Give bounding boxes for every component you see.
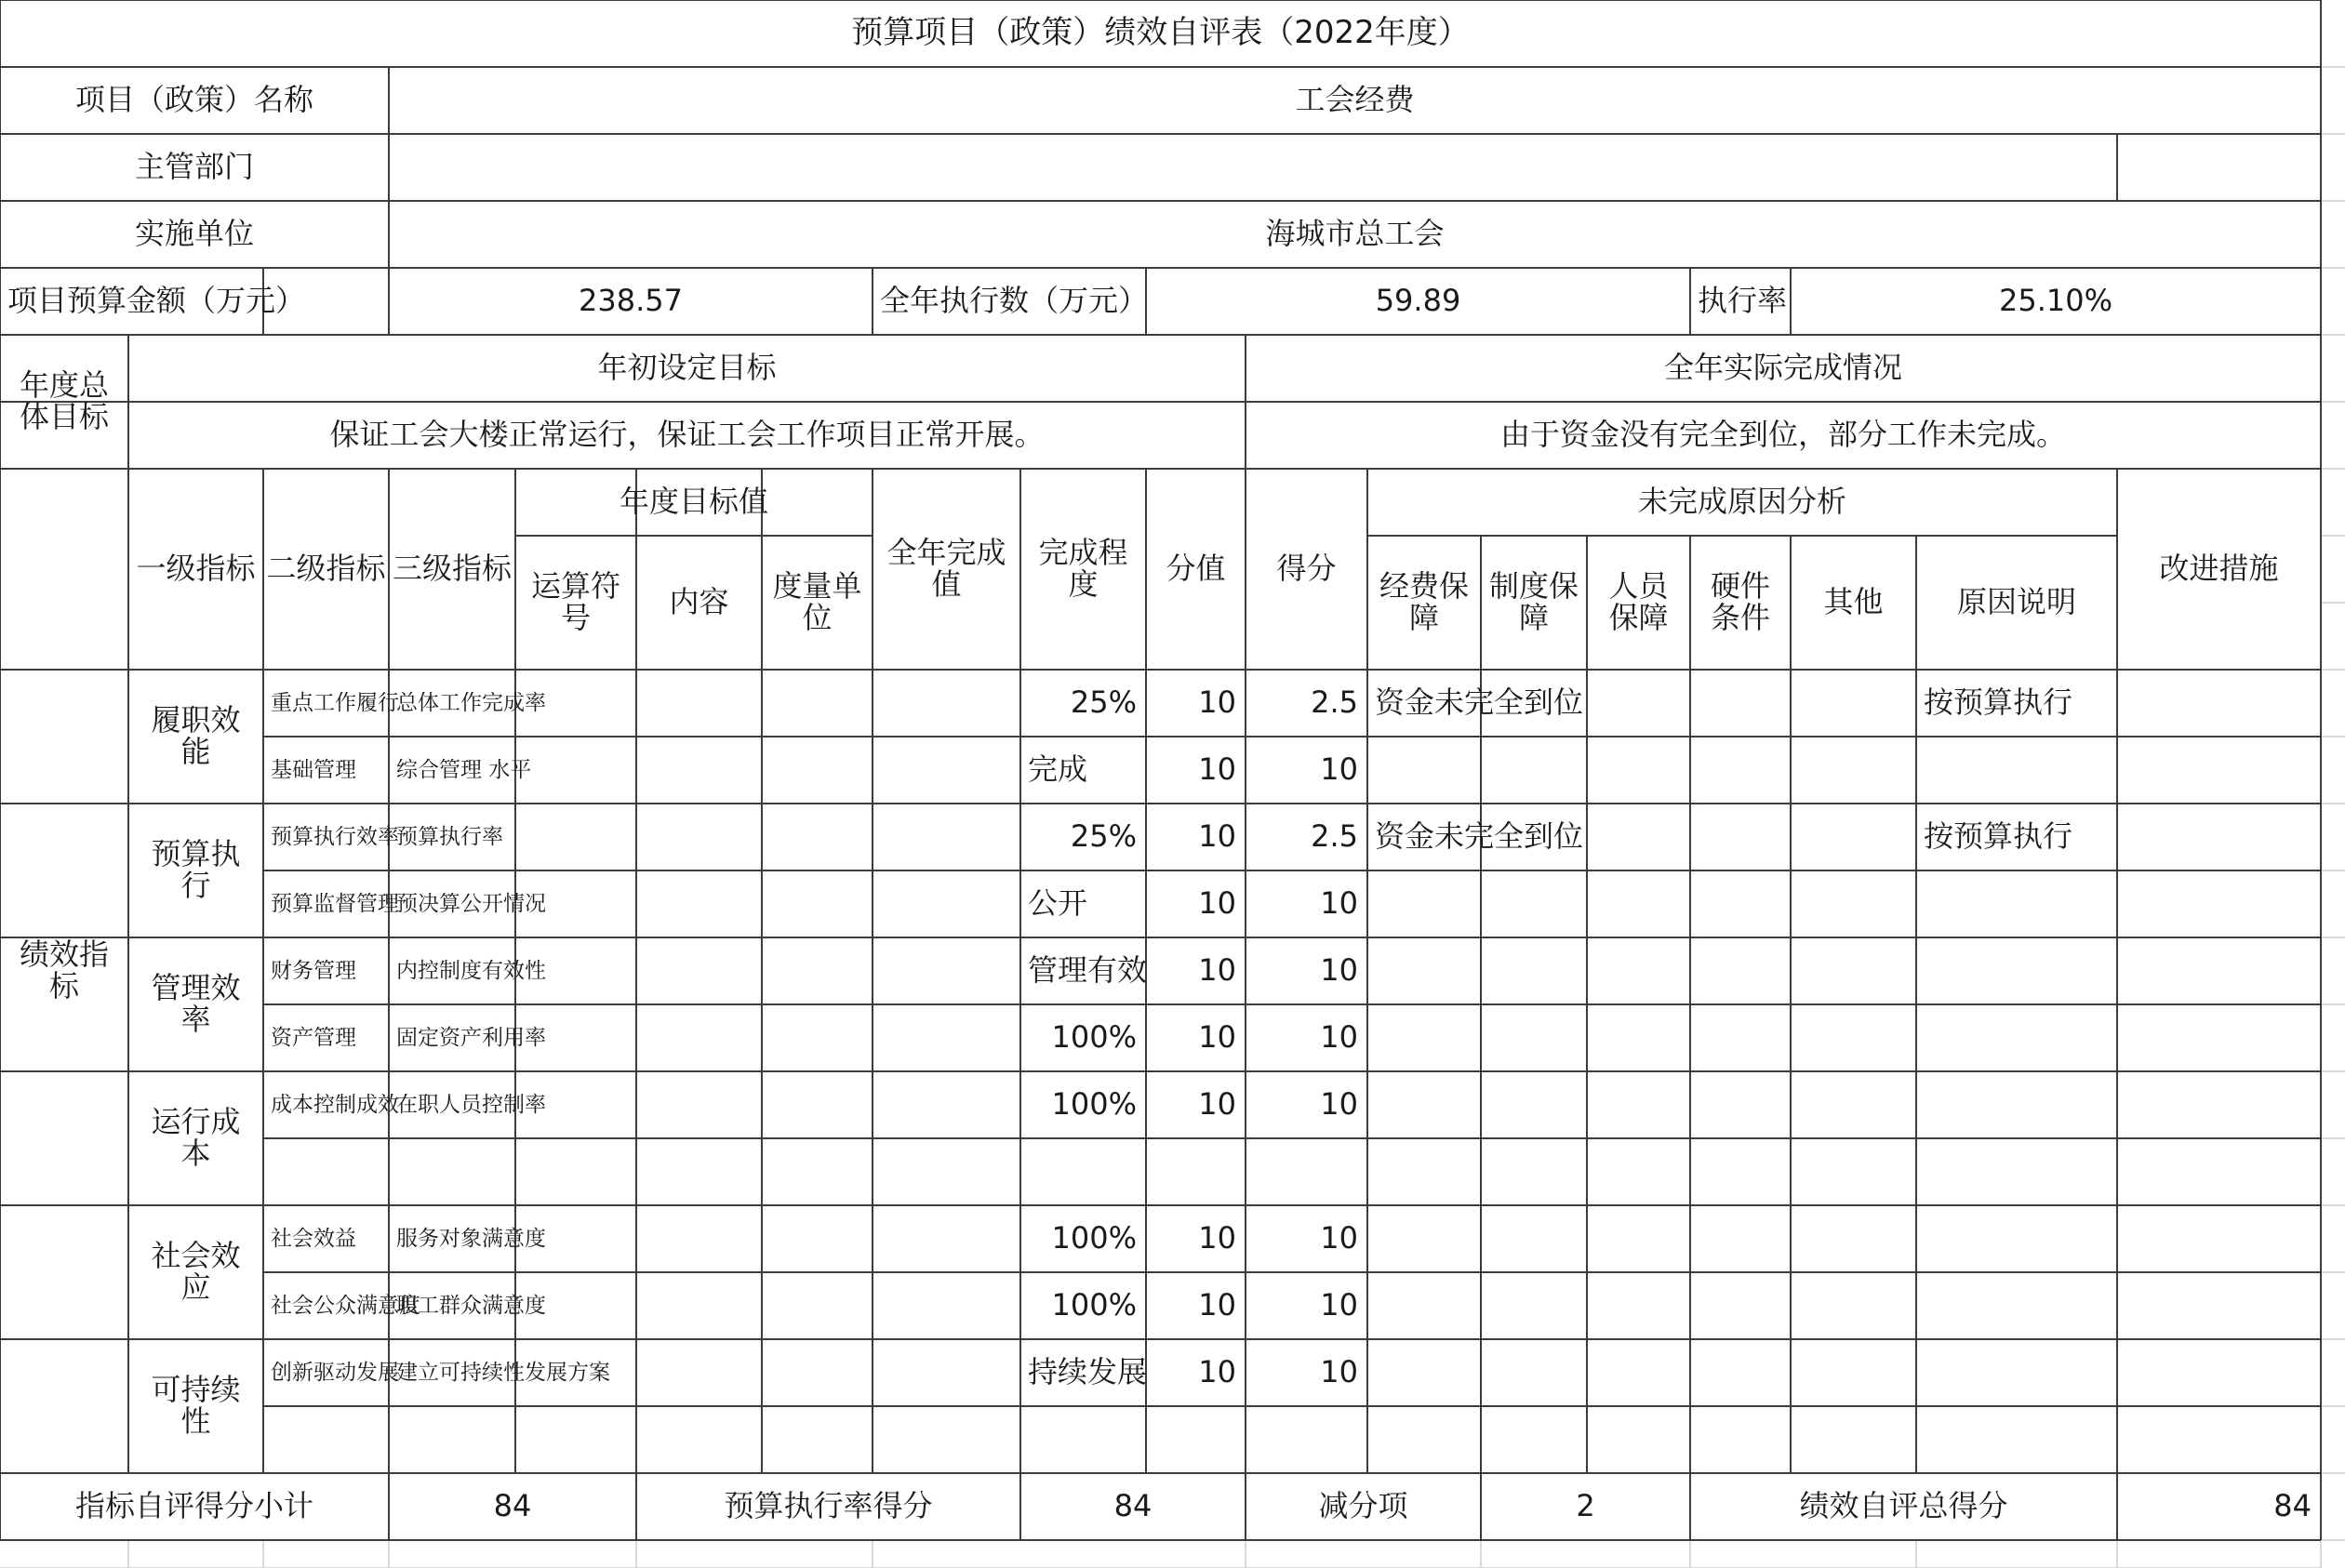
reason-note: 按预算执行 bbox=[1924, 684, 2073, 721]
funding-reason: 资金未完全到位 bbox=[1375, 818, 1584, 855]
completion-degree: 100% bbox=[1051, 1019, 1137, 1056]
header-level1-indicator: 一级指标 bbox=[136, 551, 256, 587]
funding-reason bbox=[1367, 1272, 1600, 1339]
header-level2-indicator: 二级指标 bbox=[266, 551, 386, 587]
level1-group bbox=[128, 937, 263, 1071]
header-score-value: 分值 bbox=[1166, 551, 1226, 587]
level1-group bbox=[128, 670, 263, 804]
implementing-unit-value: 海城市总工会 bbox=[1265, 216, 1445, 252]
level3-indicator bbox=[389, 1138, 651, 1205]
header-other: 其他 bbox=[1823, 584, 1884, 620]
score-value: 10 bbox=[1198, 952, 1236, 989]
score-value bbox=[1146, 1406, 1246, 1473]
score-value: 10 bbox=[1198, 684, 1236, 721]
header-annual-target: 年度目标值 bbox=[619, 484, 768, 520]
level3-indicator: 预算执行率 bbox=[396, 824, 503, 849]
level3-indicator: 总体工作完成率 bbox=[396, 690, 546, 715]
reason-note bbox=[1916, 1406, 2117, 1473]
header-personnel-text: 人员保障 bbox=[1608, 568, 1669, 635]
deduction-label: 减分项 bbox=[1318, 1488, 1408, 1524]
level2-indicator: 社会公众满意度 bbox=[271, 1293, 420, 1318]
header-completed-value-text: 全年完成值 bbox=[886, 535, 1006, 602]
reason-note bbox=[1916, 1205, 2117, 1272]
score-value: 10 bbox=[1198, 818, 1236, 855]
completion-degree: 100% bbox=[1051, 1086, 1137, 1123]
completion-degree: 25% bbox=[1070, 684, 1137, 721]
level1-group bbox=[128, 1071, 263, 1205]
level1-group-text: 可持续性 bbox=[151, 1372, 241, 1439]
completion-degree: 管理有效 bbox=[1028, 952, 1148, 989]
reason-note: 按预算执行 bbox=[1924, 818, 2073, 855]
level3-indicator bbox=[389, 1406, 651, 1473]
level2-indicator bbox=[263, 1138, 389, 1205]
header-content: 内容 bbox=[669, 584, 729, 620]
annual-goal-label bbox=[0, 335, 128, 469]
budget-rate-score-value: 84 bbox=[1113, 1488, 1153, 1524]
initial-target-text: 保证工会大楼正常运行，保证工会工作项目正常开展。 bbox=[329, 417, 1045, 453]
header-funding-text: 经费保障 bbox=[1379, 568, 1469, 635]
page-title: 预算项目（政策）绩效自评表（2022年度） bbox=[851, 14, 1470, 52]
completion-degree: 持续发展 bbox=[1028, 1354, 1148, 1390]
reason-note bbox=[1916, 1138, 2117, 1205]
score bbox=[1246, 1406, 1367, 1473]
header-system-text: 制度保障 bbox=[1488, 568, 1579, 635]
score: 10 bbox=[1320, 1019, 1358, 1056]
level3-indicator: 建立可持续性发展方案 bbox=[396, 1360, 610, 1385]
project-name-value: 工会经费 bbox=[1295, 82, 1415, 118]
completion-degree: 公开 bbox=[1028, 885, 1088, 922]
header-score: 得分 bbox=[1276, 551, 1337, 587]
reason-note bbox=[1916, 1004, 2117, 1071]
score: 10 bbox=[1320, 952, 1358, 989]
budget-amount-value: 238.57 bbox=[579, 283, 683, 319]
level3-indicator: 综合管理 水平 bbox=[396, 757, 532, 782]
level1-group-text: 社会效应 bbox=[151, 1238, 241, 1305]
level2-indicator: 重点工作履行 bbox=[271, 690, 399, 715]
total-score-label: 绩效自评总得分 bbox=[1799, 1488, 2008, 1524]
level2-indicator: 基础管理 bbox=[271, 757, 356, 782]
header-reason-note: 原因说明 bbox=[1956, 584, 2076, 620]
score-value: 10 bbox=[1198, 885, 1236, 922]
execution-amount-value: 59.89 bbox=[1375, 283, 1461, 319]
level2-indicator: 创新驱动发展 bbox=[271, 1360, 399, 1385]
funding-reason bbox=[1367, 1004, 1600, 1071]
header-personnel bbox=[1587, 536, 1690, 670]
reason-note bbox=[1916, 1339, 2117, 1406]
subtotal-label: 指标自评得分小计 bbox=[74, 1488, 313, 1524]
performance-indicators-label-text: 绩效指标 bbox=[19, 937, 109, 1003]
budget-rate-score-label: 预算执行率得分 bbox=[724, 1488, 933, 1524]
header-reason-analysis: 未完成原因分析 bbox=[1637, 484, 1846, 520]
execution-amount-label: 全年执行数（万元） bbox=[880, 283, 1149, 319]
performance-indicators-label bbox=[0, 469, 128, 1473]
funding-reason bbox=[1367, 1406, 1600, 1473]
reason-note bbox=[1916, 737, 2117, 804]
level1-group-text: 管理效率 bbox=[151, 970, 241, 1037]
project-name-label: 项目（政策）名称 bbox=[74, 82, 313, 118]
level1-group bbox=[128, 804, 263, 937]
header-level3-indicator: 三级指标 bbox=[392, 551, 512, 587]
score: 2.5 bbox=[1311, 684, 1358, 721]
score: 10 bbox=[1320, 1086, 1358, 1123]
level1-group bbox=[128, 1339, 263, 1473]
funding-reason bbox=[1367, 737, 1600, 804]
header-operator bbox=[515, 536, 636, 670]
level3-indicator: 预决算公开情况 bbox=[396, 891, 546, 916]
level2-indicator: 社会效益 bbox=[271, 1226, 356, 1251]
level1-group-text: 预算执行 bbox=[151, 836, 241, 903]
header-hardware bbox=[1690, 536, 1791, 670]
funding-reason bbox=[1367, 937, 1600, 1004]
completion-degree: 100% bbox=[1051, 1287, 1137, 1323]
reason-note bbox=[1916, 1272, 2117, 1339]
score-value: 10 bbox=[1198, 1220, 1236, 1256]
initial-target-header: 年初设定目标 bbox=[597, 350, 777, 386]
level2-indicator: 成本控制成效 bbox=[271, 1092, 399, 1117]
annual-goal-label-text: 年度总体目标 bbox=[19, 367, 109, 434]
header-completed-value bbox=[873, 469, 1020, 670]
score: 10 bbox=[1320, 751, 1358, 788]
score-value: 10 bbox=[1198, 1019, 1236, 1056]
execution-rate-value: 25.10% bbox=[1998, 283, 2112, 319]
score: 10 bbox=[1320, 1220, 1358, 1256]
header-completion-degree bbox=[1020, 469, 1146, 670]
score-value: 10 bbox=[1198, 1086, 1236, 1123]
header-improvement: 改进措施 bbox=[2159, 551, 2279, 587]
score: 10 bbox=[1320, 1287, 1358, 1323]
level1-group bbox=[128, 1205, 263, 1339]
funding-reason bbox=[1367, 1071, 1600, 1138]
department-label: 主管部门 bbox=[134, 149, 254, 185]
header-unit bbox=[762, 536, 873, 670]
completion-degree: 完成 bbox=[1028, 751, 1088, 788]
score: 10 bbox=[1320, 885, 1358, 922]
funding-reason bbox=[1367, 1205, 1600, 1272]
funding-reason: 资金未完全到位 bbox=[1375, 684, 1584, 721]
level2-indicator: 资产管理 bbox=[271, 1025, 356, 1050]
execution-rate-label: 执行率 bbox=[1698, 283, 1788, 319]
score-value: 10 bbox=[1198, 1354, 1236, 1390]
budget-amount-label: 项目预算金额（万元） bbox=[7, 283, 306, 319]
level1-group-text: 运行成本 bbox=[151, 1104, 241, 1171]
score-value: 10 bbox=[1198, 1287, 1236, 1323]
deduction-value: 2 bbox=[1576, 1488, 1595, 1524]
completion-degree bbox=[1020, 1406, 1146, 1473]
actual-completion-text: 由于资金没有完全到位，部分工作未完成。 bbox=[1499, 417, 2066, 453]
completion-degree: 25% bbox=[1070, 818, 1137, 855]
reason-note bbox=[1916, 1071, 2117, 1138]
reason-note bbox=[1916, 870, 2117, 937]
level2-indicator: 预算监督管理 bbox=[271, 891, 399, 916]
funding-reason bbox=[1367, 1339, 1600, 1406]
level3-indicator: 职工群众满意度 bbox=[396, 1293, 546, 1318]
level3-indicator: 内控制度有效性 bbox=[396, 958, 546, 983]
funding-reason bbox=[1367, 870, 1600, 937]
level3-indicator: 在职人员控制率 bbox=[396, 1092, 546, 1117]
subtotal-value: 84 bbox=[493, 1488, 532, 1524]
level1-group-text: 履职效能 bbox=[151, 702, 241, 769]
funding-reason bbox=[1367, 1138, 1600, 1205]
level2-indicator: 预算执行效率 bbox=[271, 824, 399, 849]
score-value: 10 bbox=[1198, 751, 1236, 788]
score: 10 bbox=[1320, 1354, 1358, 1390]
score bbox=[1246, 1138, 1367, 1205]
score-value bbox=[1146, 1138, 1246, 1205]
header-funding bbox=[1367, 536, 1481, 670]
department-value bbox=[389, 134, 2117, 201]
header-hardware-text: 硬件条件 bbox=[1710, 568, 1770, 635]
actual-completion-header: 全年实际完成情况 bbox=[1663, 350, 1902, 386]
level2-indicator: 财务管理 bbox=[271, 958, 356, 983]
header-unit-text: 度量单位 bbox=[772, 568, 862, 635]
level2-indicator bbox=[263, 1406, 389, 1473]
header-completion-degree-text: 完成程度 bbox=[1038, 535, 1128, 602]
header-operator-text: 运算符号 bbox=[530, 568, 620, 635]
reason-note bbox=[1916, 937, 2117, 1004]
level3-indicator: 固定资产利用率 bbox=[396, 1025, 546, 1050]
header-system bbox=[1481, 536, 1587, 670]
completion-degree: 100% bbox=[1051, 1220, 1137, 1256]
completion-degree bbox=[1020, 1138, 1146, 1205]
score: 2.5 bbox=[1311, 818, 1358, 855]
total-score-value: 84 bbox=[2273, 1488, 2312, 1524]
implementing-unit-label: 实施单位 bbox=[134, 216, 254, 252]
level3-indicator: 服务对象满意度 bbox=[396, 1226, 546, 1251]
